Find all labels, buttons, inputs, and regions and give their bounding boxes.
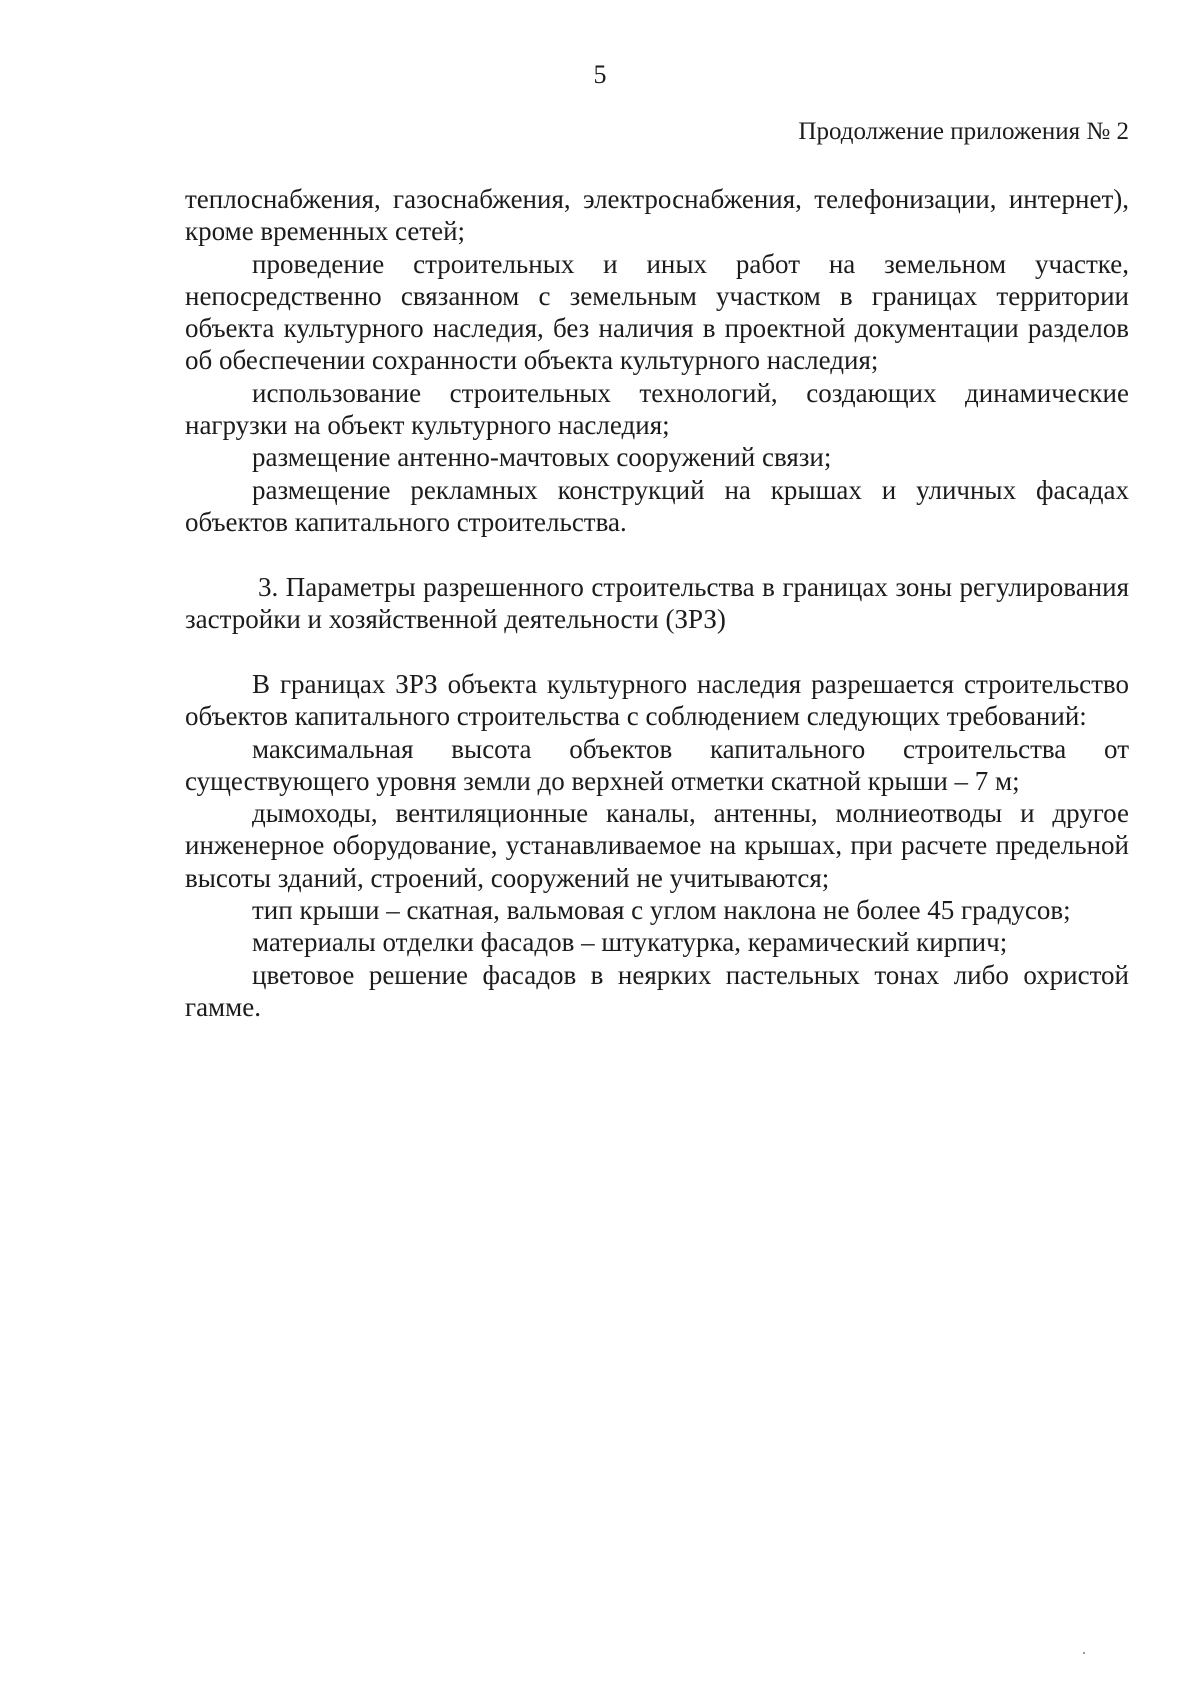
list-item-utilities-continuation: теплоснабжения, газоснабжения, электроснабжения, телефонизации, интернет), кроме временных сетей;	[185, 184, 1129, 247]
restrictions-list	[185, 183, 1129, 538]
list-item-advertising: размещение рекламных конструкций на крышах и уличных фасадах объектов капитального строительства.	[185, 474, 1129, 537]
appendix-continuation-note: Продолжение приложения № 2	[798, 118, 1129, 145]
zrz-requirements	[185, 668, 1129, 1023]
list-item-antenna-structures: размещение антенно-мачтовых сооружений связи;	[252, 442, 832, 473]
requirement-facade-color: цветовое решение фасадов в неярких пастельных тонах либо охристой гамме.	[185, 959, 1129, 1022]
list-item-dynamic-loads: использование строительных технологий, создающих динамические нагрузки на объект культурного наследия;	[185, 377, 1129, 441]
scan-speck	[1083, 1652, 1085, 1654]
page-number: 5	[593, 60, 607, 89]
list-item-construction-works: проведение строительных и иных работ на земельном участке, непосредственно связанном с земельным участком в границах территории объекта культурного наследия, без наличия в проектной документации разделов об обеспечении сохранности объекта культурного наследия;	[185, 248, 1129, 376]
requirement-max-height: максимальная высота объектов капитального строительства от существующего уровня земли до верхней отметки скатной крыши – 7 м;	[185, 733, 1129, 796]
section-3	[185, 571, 1129, 636]
requirement-roof-equipment: дымоходы, вентиляционные каналы, антенны, молниеотводы и другое инженерное оборудование, устанавливаемое на крышах, при расчете предельной высоты зданий, строений, сооружений не учитываются;	[185, 798, 1129, 893]
section-heading: 3. Параметры разрешенного строительства в границах зоны регулирования застройки и хозяйственной деятельности (ЗРЗ)	[185, 572, 1129, 635]
requirements-intro: В границах ЗРЗ объекта культурного наследия разрешается строительство объектов капитального строительства с соблюдением следующих требований:	[185, 669, 1129, 732]
requirement-facade-materials: материалы отделки фасадов – штукатурка, керамический кирпич;	[252, 927, 1008, 958]
requirement-roof-type: тип крыши – скатная, вальмовая с углом наклона не более 45 градусов;	[252, 895, 1071, 926]
